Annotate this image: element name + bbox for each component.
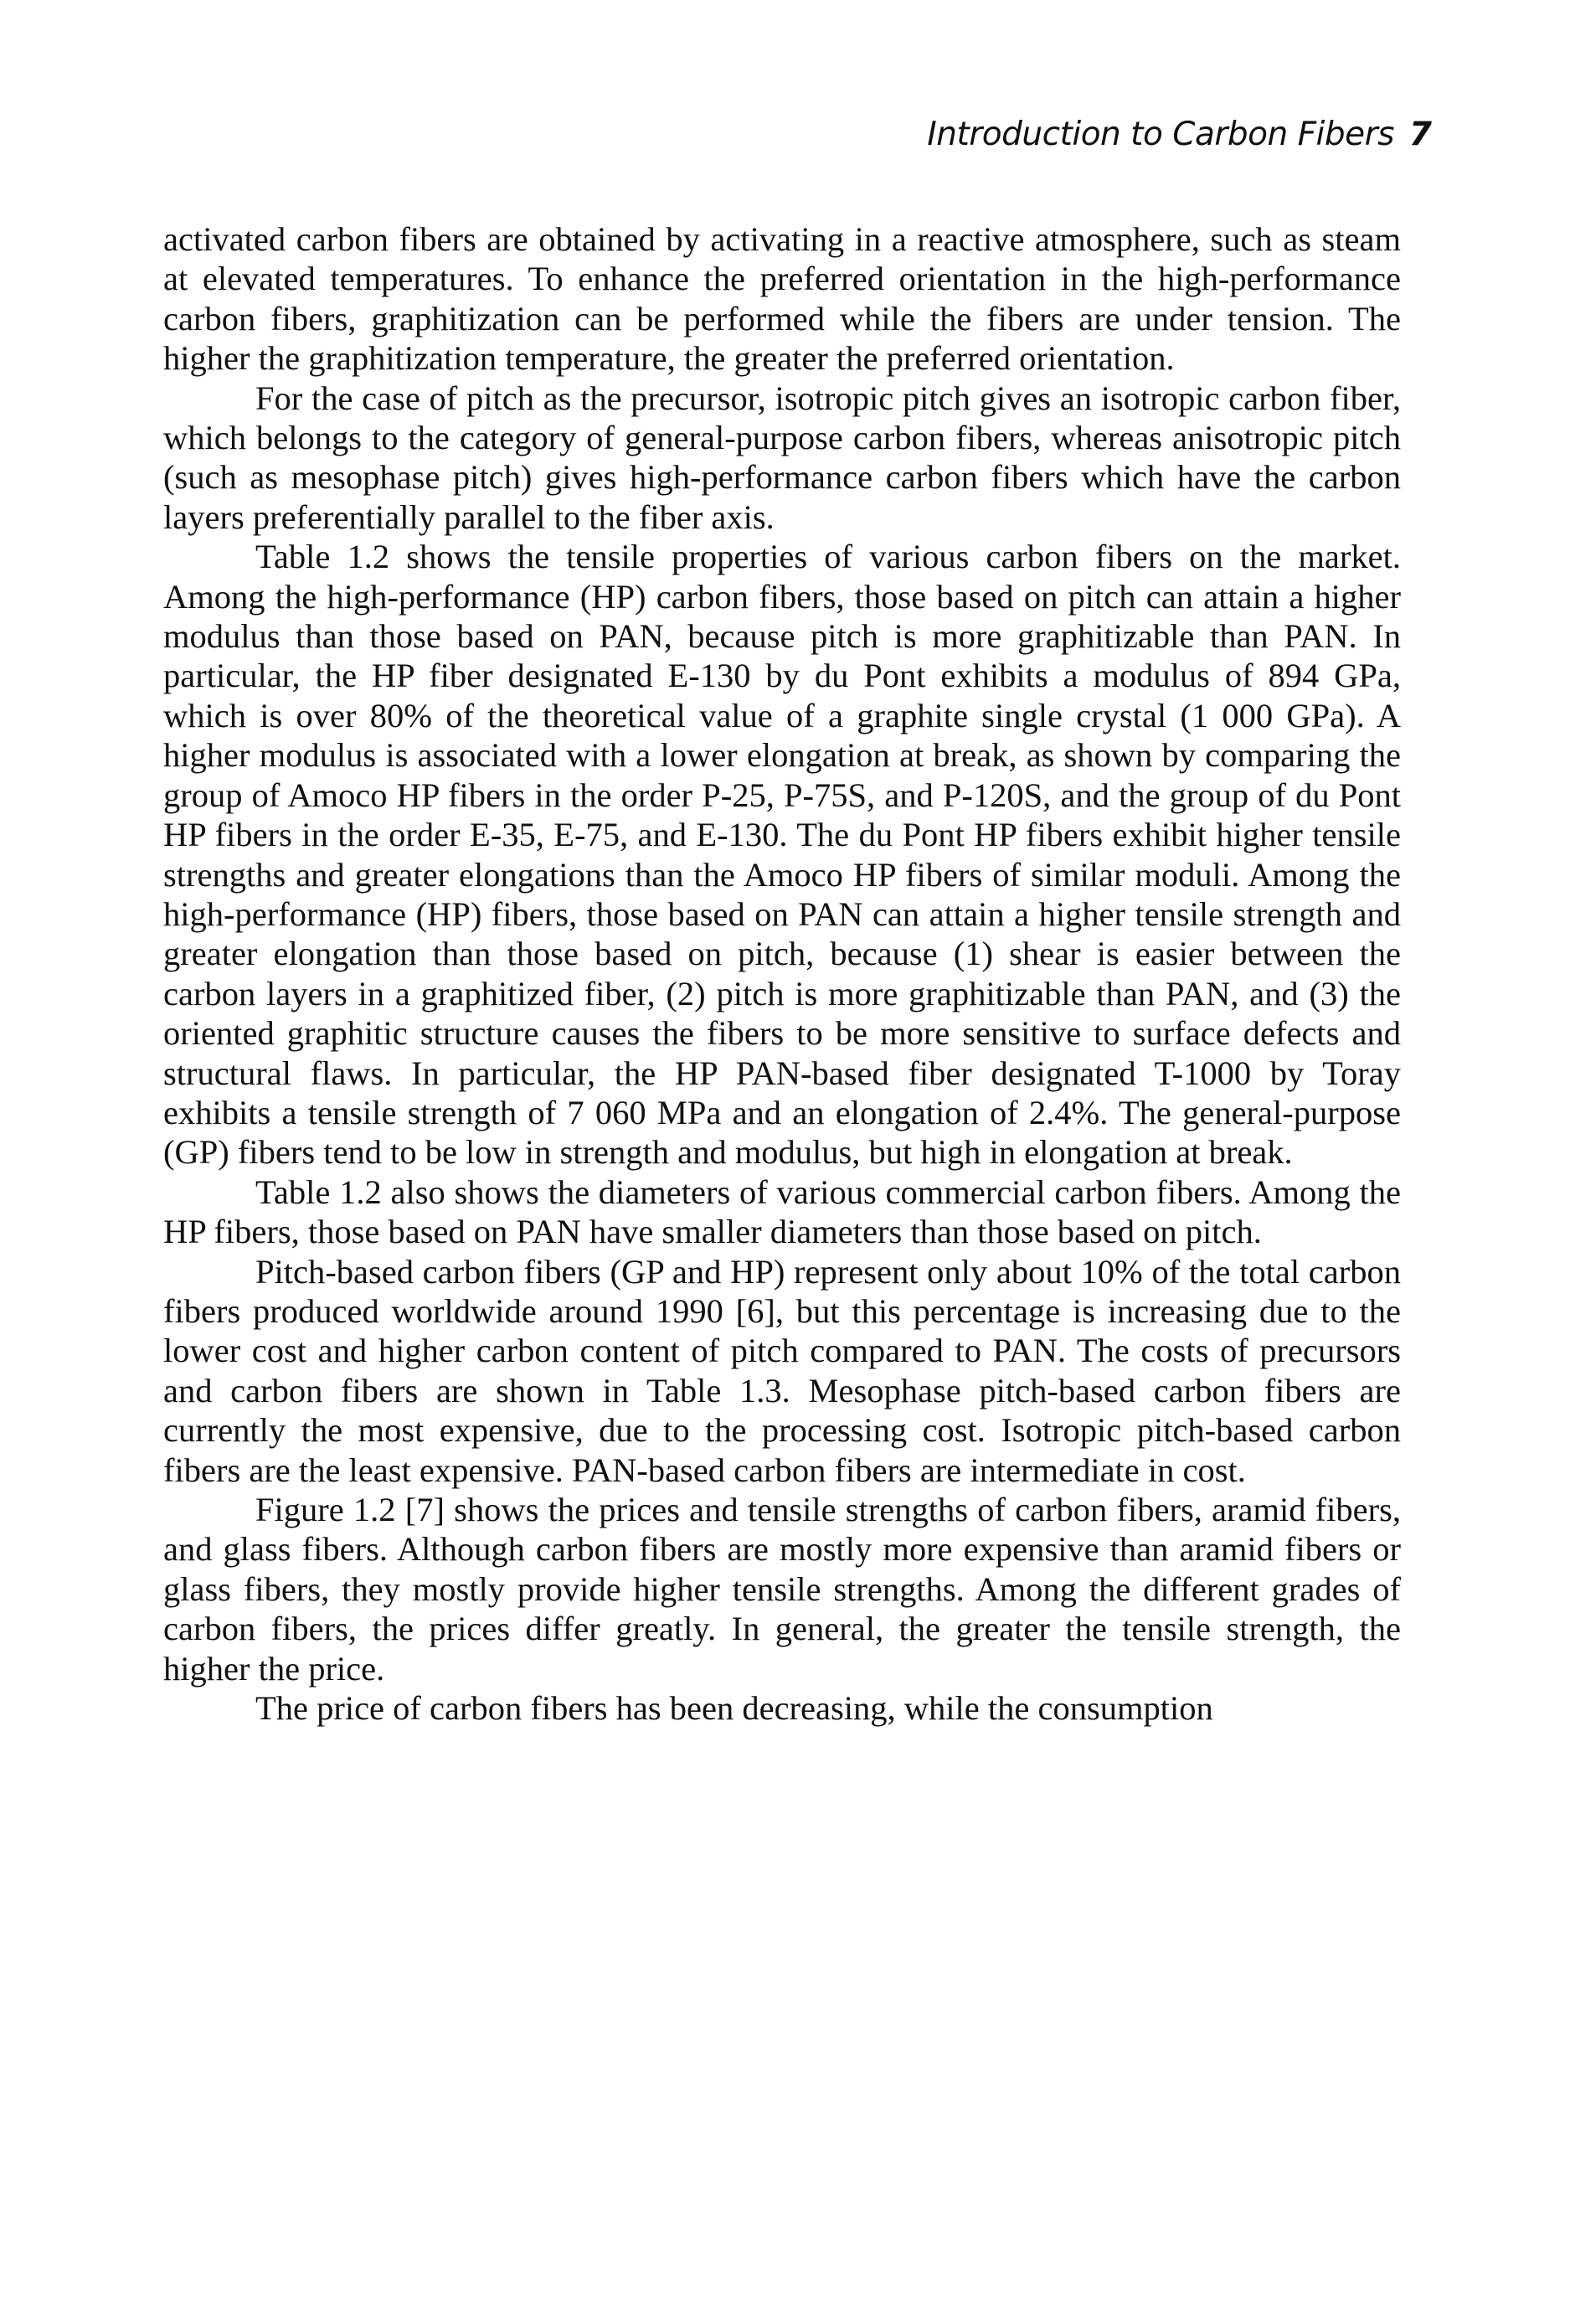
paragraph: The price of carbon fibers has been decreasing, while the consumption	[255, 1689, 1213, 1728]
page-number: 7	[1408, 116, 1432, 153]
paragraph: For the case of pitch as the precursor, isotropic pitch gives an isotropic carbon fiber, which belongs to the category of general-purpose carbon fibers, whereas anisotropic pitch (such as mesophase pitch) gives high-performance carbon fibers which have the carbon layers preferentially parallel to the fiber axis.	[163, 379, 1401, 536]
paragraph: Figure 1.2 [7] shows the prices and tensile strengths of carbon fibers, aramid fibers, and glass fibers. Although carbon fibers are mostly more expensive than aramid fibers or glass fibers, they mostly provide higher tensile strengths. Among the different grades of carbon fibers, the prices differ greatly. In general, the greater the tensile strength, the higher the price.	[163, 1491, 1401, 1688]
paragraph: Table 1.2 also shows the diameters of various commercial carbon fibers. Among the HP fibers, those based on PAN have smaller diameters than those based on pitch.	[163, 1172, 1401, 1251]
paragraph: Table 1.2 shows the tensile properties of various carbon fibers on the market. Among the high-performance (HP) carbon fibers, those based on pitch can attain a higher modulus than those based on PAN, because pitch is more graphitizable than PAN. In particular, the HP fiber designated E-130 by du Pont exhibits a modulus of 894 GPa, which is over 80% of the theoretical value of a graphite single crystal (1 000 GPa). A higher modulus is associated with a lower elongation at break, as shown by comparing the group of Amoco HP fibers in the order P-25, P-75S, and P-120S, and the group of du Pont HP fibers in the order E-35, E-75, and E-130. The du Pont HP fibers exhibit higher tensile strengths and greater elongations than the Amoco HP fibers of similar moduli. Among the high-performance (HP) fibers, those based on PAN can attain a higher tensile strength and greater elongation than those based on pitch, because (1) shear is easier between the carbon layers in a graphitized fiber, (2) pitch is more graphitizable than PAN, and (3) the oriented graphitic structure causes the fibers to be more sensitive to surface defects and structural flaws. In particular, the HP PAN-based fiber designated T-1000 by Toray exhibits a tensile strength of 7 060 MPa and an elongation of 2.4%. The general-purpose (GP) fibers tend to be low in strength and modulus, but high in elongation at break.	[163, 538, 1401, 1172]
paragraph: Pitch-based carbon fibers (GP and HP) represent only about 10% of the total carbon fibers produced worldwide around 1990 [6], but this percentage is increasing due to the lower cost and higher carbon content of pitch compared to PAN. The costs of precursors and carbon fibers are shown in Table 1.3. Mesophase pitch-based carbon fibers are currently the most expensive, due to the processing cost. Isotropic pitch-based carbon fibers are the least expensive. PAN-based carbon fibers are intermediate in cost.	[163, 1252, 1401, 1489]
paragraph: activated carbon fibers are obtained by activating in a reactive atmosphere, such as steam at elevated temperatures. To enhance the preferred orientation in the high-performance carbon fibers, graphitization can be performed while the fibers are under tension. The higher the graphitization temperature, the greater the preferred orientation.	[163, 220, 1401, 378]
running-title: Introduction to Carbon Fibers	[927, 116, 1394, 153]
body-text	[163, 219, 1401, 1728]
page-header	[0, 116, 1570, 166]
